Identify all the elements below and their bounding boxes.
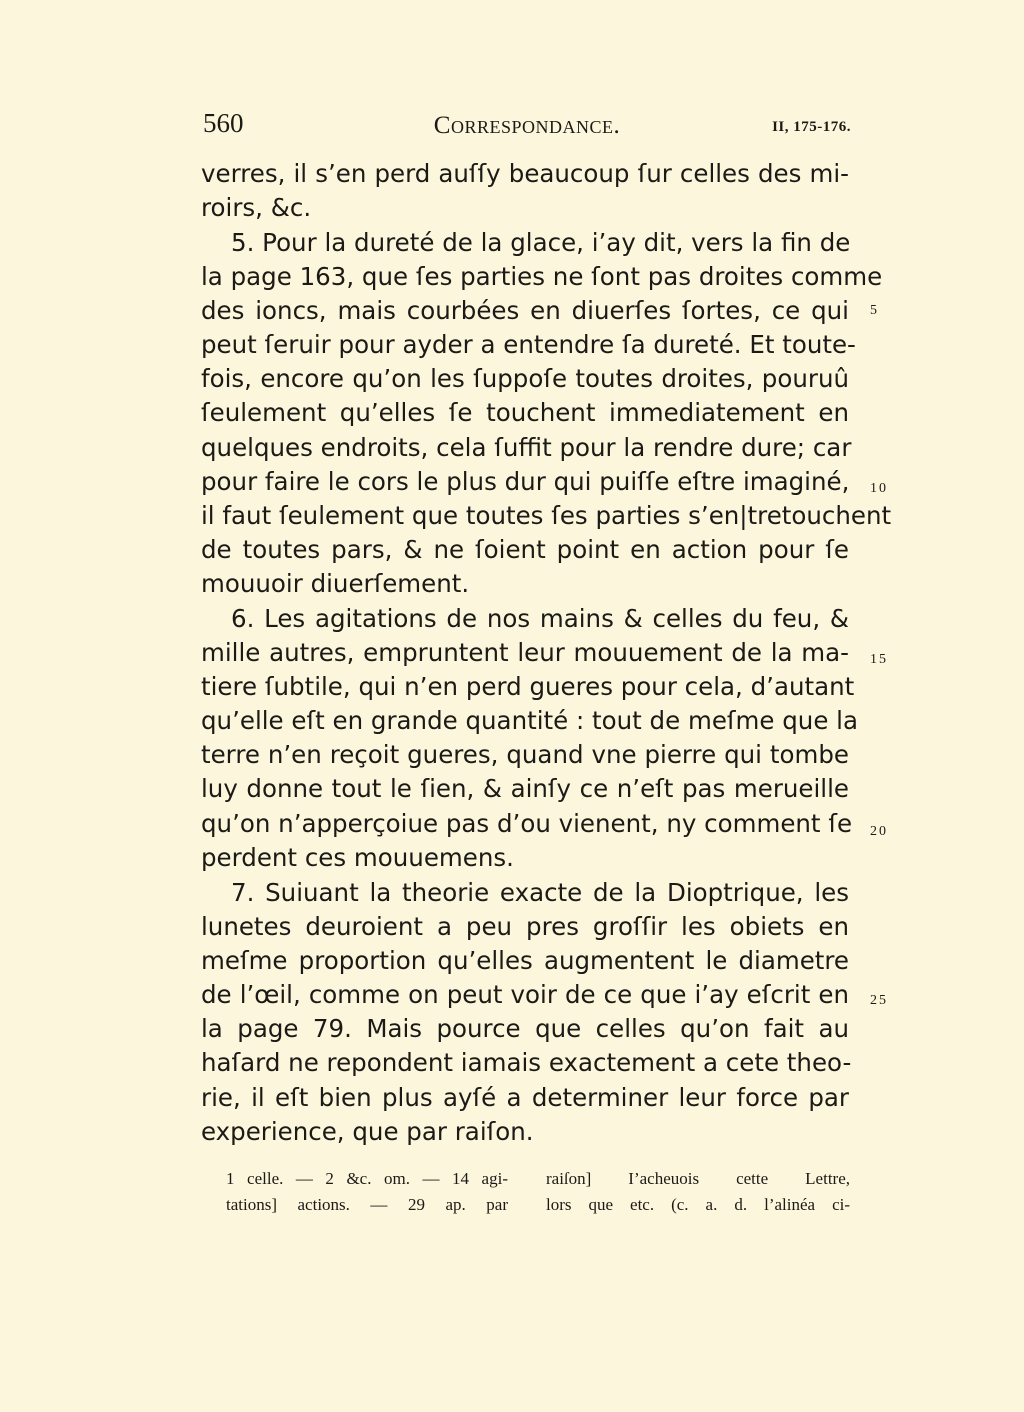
- line-number: 20: [870, 824, 888, 839]
- text-line: haſard ne repondent iamais exactement a cete theo-: [201, 1048, 852, 1077]
- text-line: lunetes deuroient a peu pres groſſir les obiets en: [201, 912, 849, 941]
- page-number: 560: [203, 108, 244, 138]
- text-line: verres, il s’en perd auſſy beaucoup ſur celles des mi-: [201, 159, 849, 188]
- text-line: de l’œil, comme on peut voir de ce que i’ay eſcrit en: [201, 980, 849, 1009]
- text-line: 7. Suiuant la theorie exacte de la Dioptrique, les: [231, 878, 849, 907]
- footnotes-left: [226, 1166, 508, 1218]
- footnote-line: raiſon] I’acheuois cette Lettre,: [546, 1169, 850, 1188]
- text-line: qu’on n’apperçoiue pas d’ou vienent, ny comment ſe: [201, 809, 853, 838]
- volume-reference: II, 175-176.: [772, 119, 851, 135]
- text-line: luy donne tout le ſien, & ainſy ce n’eſt pas merueille: [201, 774, 849, 803]
- text-line: experience, que par raiſon.: [201, 1117, 534, 1146]
- text-line: meſme proportion qu’elles augmentent le diametre: [201, 946, 849, 975]
- text-line: qu’elle eſt en grande quantité : tout de meſme que la: [201, 706, 859, 735]
- text-line: 5. Pour la dureté de la glace, i’ay dit, vers la fin de: [231, 228, 851, 257]
- text-line: tiere ſubtile, qui n’en perd gueres pour cela, d’autant: [201, 672, 855, 701]
- text-line: mille autres, empruntent leur mouuement de la ma-: [201, 638, 849, 667]
- footnote-line: lors que etc. (c. a. d. l’alinéa ci-: [546, 1195, 850, 1214]
- text-line: mouuoir diuerſement.: [201, 569, 470, 598]
- text-line: la page 163, que ſes parties ne ſont pas droites comme: [201, 262, 883, 291]
- line-number: 10: [870, 481, 888, 496]
- text-line: peut ſeruir pour ayder a entendre ſa dureté. Et toute-: [201, 330, 856, 359]
- text-line: 6. Les agitations de nos mains & celles du feu, &: [231, 604, 849, 633]
- line-number: 25: [870, 993, 888, 1008]
- footnote-line: tations] actions. — 29 ap. par: [226, 1195, 508, 1214]
- text-line: rie, il eſt bien plus ayſé a determiner leur force par: [201, 1083, 849, 1112]
- text-line: la page 79. Mais pource que celles qu’on fait au: [201, 1014, 849, 1043]
- text-line: perdent ces mouuemens.: [201, 843, 514, 872]
- page-header: [203, 104, 851, 148]
- line-number: 5: [870, 303, 879, 318]
- text-line: des ioncs, mais courbées en diuerſes ſortes, ce qui: [201, 296, 849, 325]
- text-line: pour faire le cors le plus dur qui puiſſe eſtre imaginé,: [201, 467, 850, 496]
- line-number: 15: [870, 652, 888, 667]
- footnotes-right: [546, 1166, 850, 1218]
- text-line: de toutes pars, & ne ſoient point en action pour ſe: [201, 535, 849, 564]
- footnote-line: 1 celle. — 2 &c. om. — 14 agi-: [226, 1169, 508, 1188]
- text-line: fois, encore qu’on les ſuppoſe toutes droites, pouruû: [201, 364, 849, 393]
- text-line: il faut ſeulement que toutes ſes parties s’en|tretouchent: [201, 501, 892, 530]
- running-title: Correspondance.: [433, 112, 621, 139]
- text-line: ſeulement qu’elles ſe touchent immediatement en: [201, 398, 849, 427]
- text-line: quelques endroits, cela ſuffit pour la rendre dure; car: [201, 433, 852, 462]
- text-line: roirs, &c.: [201, 193, 312, 222]
- text-line: terre n’en reçoit gueres, quand vne pierre qui tombe: [201, 740, 849, 769]
